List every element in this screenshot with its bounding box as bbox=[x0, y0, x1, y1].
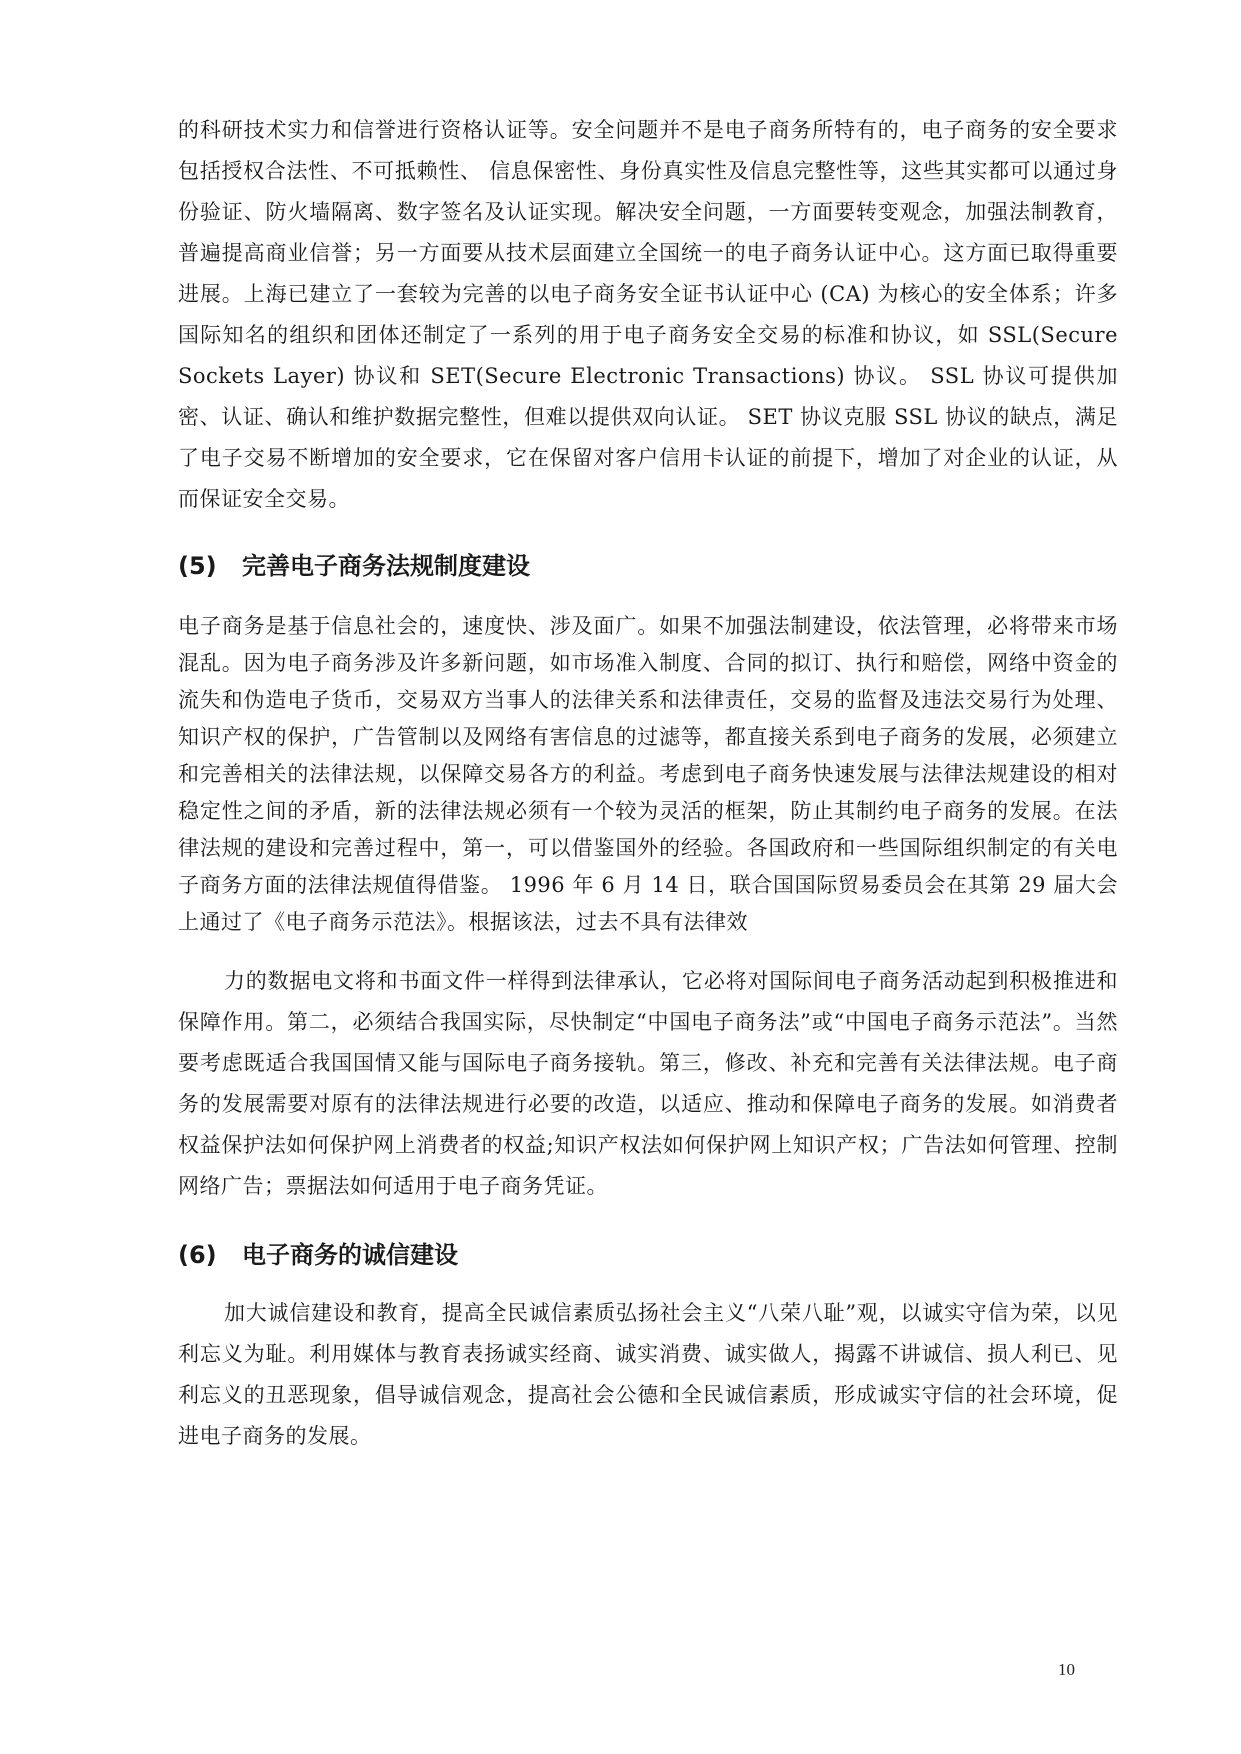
section-title: 电子商务的诚信建设 bbox=[242, 1241, 458, 1269]
spacer bbox=[178, 586, 1118, 608]
section-heading-6 bbox=[178, 1235, 1118, 1275]
section-number: (5) bbox=[178, 552, 217, 580]
paragraph-security: 的科研技术实力和信誉进行资格认证等。安全问题并不是电子商务所特有的，电子商务的安全要求包括授权合法性、不可抵赖性、 信息保密性、身份真实性及信息完整性等，这些其实都可以通过身份验证、防火墙隔离、数字签名及认证实现。解决安全问题，一方面要转变观念，加强法制教育，普遍提高商业信誉；另一方面要从技术层面建立全国统一的电子商务认证中心。这方面已取得重要进展。上海已建立了一套较为完善的以电子商务安全证书认证中心 (CA) 为核心的安全体系；许多国际知名的组织和团体还制定了一系列的用于电子商务安全交易的标准和协议，如 SSL(Secure Sockets Layer) 协议和 SET(Secure Electronic Transactions) 协议。 SSL 协议可提供加密、认证、确认和维护数据完整性，但难以提供双向认证。 SET 协议克服 SSL 协议的缺点，满足了电子交易不断增加的安全要求，它在保留对客户信用卡认证的前提下，增加了对企业的认证，从而保证安全交易。 bbox=[178, 118, 1118, 511]
page-number: 10 bbox=[1058, 1660, 1075, 1679]
paragraph-legal-framework: 电子商务是基于信息社会的，速度快、涉及面广。如果不加强法制建设，依法管理，必将带来市场混乱。因为电子商务涉及许多新问题，如市场准入制度、合同的拟订、执行和赔偿，网络中资金的流失和伪造电子货币，交易双方当事人的法律关系和法律责任，交易的监督及违法交易行为处理、知识产权的保护，广告管制以及网络有害信息的过滤等，都直接关系到电子商务的发展，必须建立和完善相关的法律法规，以保障交易各方的利益。考虑到电子商务快速发展与法律法规建设的相对稳定性之间的矛盾，新的法律法规必须有一个较为灵活的框架，防止其制约电子商务的发展。在法律法规的建设和完善过程中，第一，可以借鉴国外的经验。各国政府和一些国际组织制定的有关电子商务方面的法律法规值得借鉴。 1996 年 6 月 14 日，联合国国际贸易委员会在其第 29 届大会上通过了《电子商务示范法》。根据该法，过去不具有法律效 bbox=[178, 614, 1118, 934]
paragraph-legal-continuation: 力的数据电文将和书面文件一样得到法律承认，它必将对国际间电子商务活动起到积极推进和保障作用。第二，必须结合我国实际，尽快制定“中国电子商务法”或“中国电子商务示范法”。当然要考虑既适合我国国情又能与国际电子商务接轨。第三，修改、补充和完善有关法律法规。电子商务的发展需要对原有的法律法规进行必要的改造，以适应、推动和保障电子商务的发展。如消费者权益保护法如何保护网上消费者的权益;知识产权法如何保护网上知识产权；广告法如何管理、控制网络广告；票据法如何适用于电子商务凭证。 bbox=[178, 969, 1118, 1198]
section-number: (6) bbox=[178, 1241, 217, 1269]
paragraph-integrity: 加大诚信建设和教育，提高全民诚信素质弘扬社会主义“八荣八耻”观，以诚实守信为荣，以见利忘义为耻。利用媒体与教育表扬诚实经商、诚实消费、诚实做人，揭露不讲诚信、损人利已、见利忘义的丑恶现象，倡导诚信观念，提高社会公德和全民诚信素质，形成诚实守信的社会环境，促进电子商务的发展。 bbox=[178, 1301, 1118, 1448]
document-page bbox=[178, 110, 1118, 1457]
spacer bbox=[178, 520, 1118, 546]
section-title: 完善电子商务法规制度建设 bbox=[242, 552, 530, 580]
spacer bbox=[178, 941, 1118, 961]
spacer bbox=[178, 1275, 1118, 1293]
spacer bbox=[178, 1207, 1118, 1235]
section-heading-5 bbox=[178, 546, 1118, 586]
